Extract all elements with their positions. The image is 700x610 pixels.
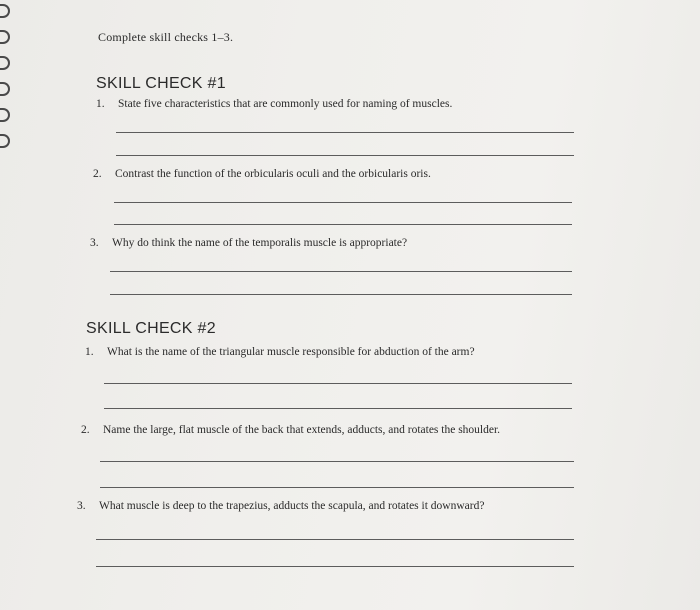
binder-ring (0, 108, 10, 122)
question-number: 2. (81, 424, 90, 436)
answer-line[interactable] (100, 461, 574, 462)
section-title-skill-check-1: SKILL CHECK #1 (96, 75, 226, 92)
answer-line[interactable] (114, 202, 572, 203)
question-2-3 (77, 500, 484, 512)
binder-ring (0, 134, 10, 148)
question-2-1 (85, 346, 475, 358)
binder-ring (0, 82, 10, 96)
question-text: What muscle is deep to the trapezius, adducts the scapula, and rotates it downward? (99, 500, 485, 512)
answer-line[interactable] (114, 224, 572, 225)
question-number: 1. (96, 98, 105, 110)
question-1-2 (93, 168, 431, 180)
question-1-3 (90, 237, 407, 249)
question-1-1 (96, 98, 452, 110)
question-text: What is the name of the triangular muscle responsible for abduction of the arm? (107, 346, 475, 358)
binder-ring (0, 56, 10, 70)
answer-line[interactable] (100, 487, 574, 488)
question-text: Why do think the name of the temporalis muscle is appropriate? (112, 237, 408, 249)
question-text: Name the large, flat muscle of the back that extends, adducts, and rotates the shoulder. (103, 424, 501, 436)
answer-line[interactable] (96, 566, 574, 567)
question-number: 3. (77, 500, 86, 512)
question-text: Contrast the function of the orbicularis oculi and the orbicularis oris. (115, 168, 431, 180)
question-number: 1. (85, 346, 94, 358)
answer-line[interactable] (116, 132, 574, 133)
binder-ring (0, 30, 10, 44)
question-text: State five characteristics that are commonly used for naming of muscles. (118, 98, 453, 110)
answer-line[interactable] (110, 271, 572, 272)
binder-rings (0, 0, 12, 300)
question-number: 3. (90, 237, 99, 249)
answer-line[interactable] (104, 408, 572, 409)
question-2-2 (81, 424, 500, 436)
answer-line[interactable] (96, 539, 574, 540)
answer-line[interactable] (110, 294, 572, 295)
answer-line[interactable] (104, 383, 572, 384)
answer-line[interactable] (116, 155, 574, 156)
binder-ring (0, 4, 10, 18)
intro-instructions: Complete skill checks 1–3. (98, 30, 234, 44)
question-number: 2. (93, 168, 102, 180)
section-title-skill-check-2: SKILL CHECK #2 (86, 320, 216, 337)
